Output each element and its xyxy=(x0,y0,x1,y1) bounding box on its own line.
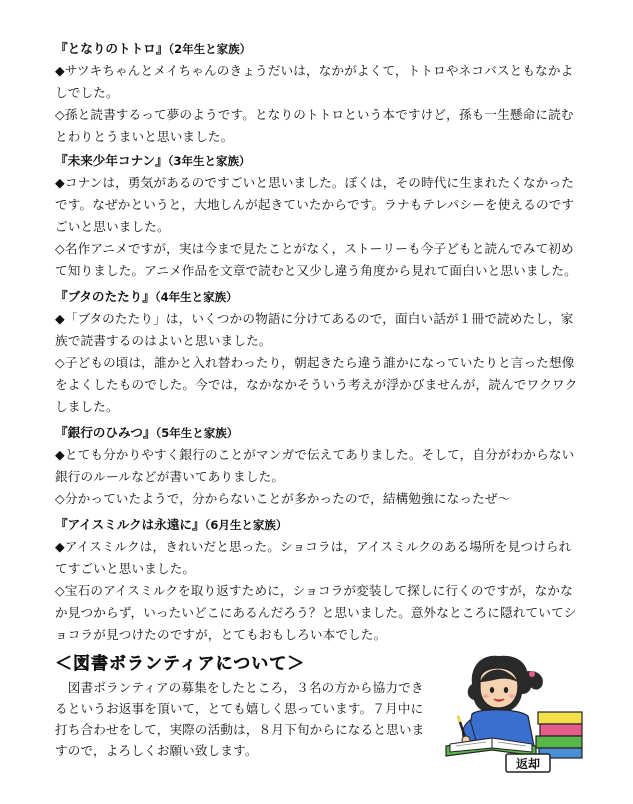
entry-line: しでした。 xyxy=(55,85,119,100)
entry-title xyxy=(55,38,585,60)
entry-line: ◆コナンは，勇気があるのですごいと思いました。ぼくは，その時代に生まれたくなかった xyxy=(55,175,574,190)
entry-title xyxy=(55,286,585,308)
entry-line: 族で読書するのはよいと思いました。 xyxy=(55,333,272,348)
book-title: 『となりのトトロ』 xyxy=(55,41,169,56)
grade-label: （6月生と家族） xyxy=(204,518,288,532)
entry-line: ◇孫と読書するって夢のようです。となりのトトロという本ですけど，孫も一生懸命に読む xyxy=(55,107,574,122)
volunteer-line: すので，よろしくお願い致します。 xyxy=(55,743,258,758)
grade-label: （2年生と家族） xyxy=(168,42,252,56)
volunteer-line: 図書ボランティアの募集をしたところ，３名の方から協力でき xyxy=(55,680,424,695)
entry-line: ◆アイスミルクは，きれいだと思った。ショコラは，アイスミルクのある場所を見つけられ xyxy=(55,539,572,554)
entry-title xyxy=(55,514,585,536)
entry-line: ごいと思いました。 xyxy=(55,219,170,234)
entry-line: ◇子どもの頃は，誰かと入れ替わったり，朝起きたら違う誰かになっていたりと言った想像 xyxy=(55,355,575,370)
book-title: 『ブタのたたり』 xyxy=(55,289,155,304)
entry-line: ◇名作アニメですが，実は今まで見たことがなく，ストーリーも今子どもと読んでみて初め xyxy=(55,241,574,256)
book-title: 『未来少年コナン』 xyxy=(55,153,168,168)
entry-title xyxy=(55,422,585,444)
grade-label: （5年生と家族） xyxy=(155,426,239,440)
book-entry-icemilk xyxy=(55,514,585,646)
grade-label: （3年生と家族） xyxy=(167,154,251,168)
return-sign-text: 返却 xyxy=(515,757,541,771)
book-entry-bank xyxy=(55,422,585,510)
volunteer-heading: ＜図書ボランティアについて＞ xyxy=(55,654,306,674)
child-reading-books-icon xyxy=(436,650,588,774)
entry-line: ◆サツキちゃんとメイちゃんのきょうだいは，なかがよくて，トトロやネコバスともなかよ xyxy=(55,63,574,78)
entry-line: ◆とても分かりやすく銀行のことがマンガで伝えてありました。そして，自分がわからない xyxy=(55,447,575,462)
entry-line: ョコラが見つけたのですが，とてもおもしろい本でした。 xyxy=(55,627,387,642)
volunteer-line: るというお返事を頂いて，とても嬉しく思っています。７月中に xyxy=(55,701,424,716)
book-entry-conan xyxy=(55,150,585,282)
entry-title xyxy=(55,150,585,172)
book-entry-totoro xyxy=(55,38,585,148)
book-entry-buta xyxy=(55,286,585,418)
volunteer-notice xyxy=(55,651,435,761)
entry-line: てすごいと思いました。 xyxy=(55,561,196,576)
book-title: 『アイスミルクは永遠に』 xyxy=(55,517,205,532)
child-reading-illustration xyxy=(436,650,588,774)
volunteer-line: 打ち合わせをして，実際の活動は，８月下旬からになると思いま xyxy=(55,722,425,737)
entry-line: 銀行のルールなどが書いてありました。 xyxy=(55,469,285,484)
entry-line: ◆「ブタのたたり」は，いくつかの物語に分けてあるので，面白い話が１冊で読めたし，家 xyxy=(55,311,574,326)
entry-line: をよくしたものでした。今では，なかなかそういう考えが浮かびませんが，読んでワクワク xyxy=(55,377,578,392)
entry-line: ◇宝石のアイスミルクを取り返すために，ショコラが変装して探しに行くのですが，なかな xyxy=(55,583,573,598)
entry-line: て知りました。アニメ作品を文章で読むと又少し違う角度から見れて面白いと思いました。 xyxy=(55,263,577,278)
entry-line: です。なぜかというと，大地しんが起きていたからです。ラナもテレパシーを使えるのです xyxy=(55,197,575,212)
entry-line: ◇分かっていたようで，分からないことが多かったので，結構勉強になったぜ～ xyxy=(55,491,511,506)
entry-line: しました。 xyxy=(55,399,119,414)
entry-line: とわりとうまいと思いました。 xyxy=(55,129,234,144)
grade-label: （4年生と家族） xyxy=(154,290,238,304)
book-title: 『銀行のひみつ』 xyxy=(55,425,156,440)
entry-line: か見つからず，いったいどこにあるんだろう？と思いました。意外なところに隠れていてシ xyxy=(55,605,577,620)
